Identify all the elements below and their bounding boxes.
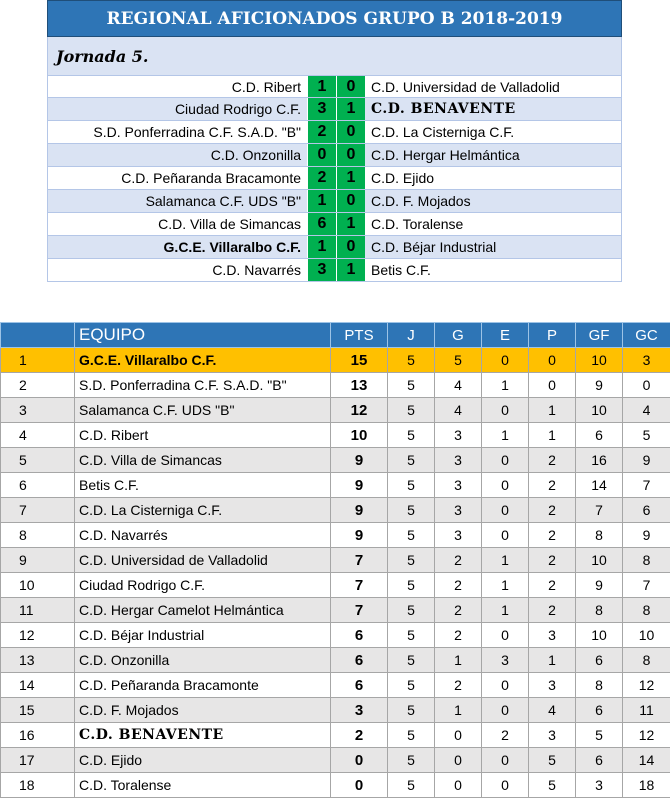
match-list (47, 75, 622, 282)
table-row (1, 448, 670, 473)
away-team: C.D. Universidad de Valladolid (371, 79, 560, 95)
drawn-cell: 1 (482, 598, 529, 623)
goals-for-cell: 6 (576, 748, 623, 773)
goals-for-cell: 10 (576, 348, 623, 373)
goals-for-cell: 5 (576, 723, 623, 748)
team-cell: C.D. La Cisterniga C.F. (75, 498, 331, 523)
goals-for-cell: 6 (576, 698, 623, 723)
lost-cell: 1 (529, 423, 576, 448)
position-cell: 15 (1, 698, 75, 723)
points-cell: 2 (331, 723, 388, 748)
played-cell: 5 (388, 773, 435, 798)
lost-cell: 3 (529, 623, 576, 648)
position-cell: 11 (1, 598, 75, 623)
points-cell: 12 (331, 398, 388, 423)
away-team: C.D. Toralense (371, 216, 464, 232)
home-team: C.D. Villa de Simancas (158, 216, 301, 232)
played-cell: 5 (388, 573, 435, 598)
goals-for-cell: 8 (576, 523, 623, 548)
away-score: 0 (336, 76, 365, 97)
table-row (1, 598, 670, 623)
drawn-cell: 0 (482, 348, 529, 373)
header-goals-against: GC (623, 323, 670, 348)
team-cell: C.D. Ejido (75, 748, 331, 773)
table-row (1, 648, 670, 673)
away-score: 1 (336, 213, 365, 235)
match-row (47, 259, 622, 282)
team-cell: C.D. F. Mojados (75, 698, 331, 723)
away-team: Betis C.F. (371, 262, 431, 278)
goals-for-cell: 6 (576, 423, 623, 448)
standings-table (0, 322, 670, 798)
lost-cell: 5 (529, 748, 576, 773)
goals-against-cell: 7 (623, 573, 670, 598)
position-cell: 12 (1, 623, 75, 648)
lost-cell: 0 (529, 348, 576, 373)
lost-cell: 1 (529, 398, 576, 423)
goals-against-cell: 11 (623, 698, 670, 723)
table-row (1, 523, 670, 548)
drawn-cell: 0 (482, 773, 529, 798)
drawn-cell: 2 (482, 723, 529, 748)
drawn-cell: 0 (482, 448, 529, 473)
home-team: Ciudad Rodrigo C.F. (48, 98, 307, 120)
drawn-cell: 1 (482, 373, 529, 398)
home-score: 1 (307, 190, 336, 212)
goals-against-cell: 3 (623, 348, 670, 373)
drawn-cell: 1 (482, 548, 529, 573)
header-won: G (435, 323, 482, 348)
table-row (1, 348, 670, 373)
team-cell: C.D. Ribert (75, 423, 331, 448)
won-cell: 2 (435, 573, 482, 598)
match-row (47, 213, 622, 236)
won-cell: 1 (435, 698, 482, 723)
table-row (1, 573, 670, 598)
won-cell: 0 (435, 748, 482, 773)
points-cell: 10 (331, 423, 388, 448)
played-cell: 5 (388, 373, 435, 398)
home-team: C.D. Ribert (231, 79, 301, 95)
away-score: 1 (336, 98, 365, 120)
drawn-cell: 0 (482, 698, 529, 723)
standings-body (1, 348, 670, 798)
goals-against-cell: 0 (623, 373, 670, 398)
header-goals-for: GF (576, 323, 623, 348)
header-drawn: E (482, 323, 529, 348)
position-cell: 17 (1, 748, 75, 773)
home-score: 2 (307, 167, 336, 189)
team-cell: G.C.E. Villaralbo C.F. (75, 348, 331, 373)
table-row (1, 398, 670, 423)
goals-against-cell: 4 (623, 398, 670, 423)
away-score: 0 (336, 190, 365, 212)
table-row (1, 723, 670, 748)
team-cell: Ciudad Rodrigo C.F. (75, 573, 331, 598)
goals-against-cell: 14 (623, 748, 670, 773)
table-row (1, 623, 670, 648)
table-row (1, 673, 670, 698)
points-cell: 9 (331, 473, 388, 498)
lost-cell: 3 (529, 723, 576, 748)
drawn-cell: 0 (482, 398, 529, 423)
goals-for-cell: 8 (576, 673, 623, 698)
home-team: G.C.E. Villaralbo C.F. (48, 236, 307, 258)
away-score: 0 (336, 144, 365, 166)
goals-against-cell: 9 (623, 523, 670, 548)
points-cell: 6 (331, 673, 388, 698)
goals-against-cell: 12 (623, 723, 670, 748)
table-row (1, 773, 670, 798)
goals-against-cell: 18 (623, 773, 670, 798)
goals-against-cell: 7 (623, 473, 670, 498)
played-cell: 5 (388, 723, 435, 748)
table-row (1, 548, 670, 573)
played-cell: 5 (388, 398, 435, 423)
played-cell: 5 (388, 548, 435, 573)
home-score: 1 (307, 236, 336, 258)
team-cell: Salamanca C.F. UDS "B" (75, 398, 331, 423)
won-cell: 3 (435, 473, 482, 498)
drawn-cell: 0 (482, 523, 529, 548)
won-cell: 2 (435, 623, 482, 648)
position-cell: 14 (1, 673, 75, 698)
drawn-cell: 1 (482, 423, 529, 448)
away-score: 0 (336, 236, 365, 258)
team-cell: Betis C.F. (75, 473, 331, 498)
played-cell: 5 (388, 598, 435, 623)
home-team: C.D. Navarrés (212, 262, 301, 278)
goals-for-cell: 16 (576, 448, 623, 473)
header-lost: P (529, 323, 576, 348)
drawn-cell: 1 (482, 573, 529, 598)
drawn-cell: 0 (482, 623, 529, 648)
played-cell: 5 (388, 423, 435, 448)
table-row (1, 498, 670, 523)
position-cell: 1 (1, 348, 75, 373)
goals-for-cell: 10 (576, 548, 623, 573)
position-cell: 8 (1, 523, 75, 548)
lost-cell: 2 (529, 548, 576, 573)
won-cell: 0 (435, 723, 482, 748)
match-row (47, 75, 622, 98)
won-cell: 0 (435, 773, 482, 798)
position-cell: 18 (1, 773, 75, 798)
position-cell: 7 (1, 498, 75, 523)
header-played: J (388, 323, 435, 348)
won-cell: 3 (435, 523, 482, 548)
match-row (47, 121, 622, 144)
won-cell: 3 (435, 423, 482, 448)
drawn-cell: 0 (482, 748, 529, 773)
goals-against-cell: 10 (623, 623, 670, 648)
away-team: C.D. BENAVENTE (365, 98, 621, 120)
goals-against-cell: 8 (623, 648, 670, 673)
lost-cell: 2 (529, 448, 576, 473)
team-cell: C.D. BENAVENTE (75, 723, 331, 748)
lost-cell: 2 (529, 573, 576, 598)
home-score: 1 (307, 76, 336, 97)
drawn-cell: 0 (482, 673, 529, 698)
played-cell: 5 (388, 698, 435, 723)
position-cell: 16 (1, 723, 75, 748)
team-cell: C.D. Navarrés (75, 523, 331, 548)
played-cell: 5 (388, 748, 435, 773)
team-cell: C.D. Universidad de Valladolid (75, 548, 331, 573)
team-cell: C.D. Béjar Industrial (75, 623, 331, 648)
header-pos (1, 323, 75, 348)
goals-against-cell: 8 (623, 598, 670, 623)
position-cell: 2 (1, 373, 75, 398)
position-cell: 5 (1, 448, 75, 473)
lost-cell: 3 (529, 673, 576, 698)
played-cell: 5 (388, 498, 435, 523)
home-score: 3 (307, 98, 336, 120)
team-cell: S.D. Ponferradina C.F. S.A.D. "B" (75, 373, 331, 398)
away-team: C.D. La Cisterniga C.F. (371, 124, 515, 140)
table-row (1, 698, 670, 723)
goals-for-cell: 8 (576, 598, 623, 623)
team-cell: C.D. Villa de Simancas (75, 448, 331, 473)
position-cell: 3 (1, 398, 75, 423)
away-team: C.D. Béjar Industrial (365, 236, 621, 258)
lost-cell: 2 (529, 473, 576, 498)
goals-against-cell: 8 (623, 548, 670, 573)
away-score: 0 (336, 121, 365, 143)
points-cell: 0 (331, 748, 388, 773)
lost-cell: 1 (529, 648, 576, 673)
match-row (47, 144, 622, 167)
home-team: S.D. Ponferradina C.F. S.A.D. "B" (93, 124, 301, 140)
played-cell: 5 (388, 523, 435, 548)
home-team: Salamanca C.F. UDS "B" (48, 190, 307, 212)
won-cell: 4 (435, 373, 482, 398)
table-row (1, 748, 670, 773)
match-row (47, 236, 622, 259)
position-cell: 6 (1, 473, 75, 498)
home-team: C.D. Onzonilla (48, 144, 307, 166)
drawn-cell: 0 (482, 498, 529, 523)
team-cell: C.D. Onzonilla (75, 648, 331, 673)
points-cell: 9 (331, 448, 388, 473)
standings-header-row (1, 323, 670, 348)
points-cell: 6 (331, 648, 388, 673)
won-cell: 2 (435, 673, 482, 698)
drawn-cell: 3 (482, 648, 529, 673)
won-cell: 2 (435, 598, 482, 623)
points-cell: 0 (331, 773, 388, 798)
played-cell: 5 (388, 448, 435, 473)
points-cell: 7 (331, 598, 388, 623)
goals-for-cell: 6 (576, 648, 623, 673)
goals-for-cell: 7 (576, 498, 623, 523)
lost-cell: 0 (529, 373, 576, 398)
goals-against-cell: 6 (623, 498, 670, 523)
team-cell: C.D. Hergar Camelot Helmántica (75, 598, 331, 623)
played-cell: 5 (388, 648, 435, 673)
team-cell: C.D. Toralense (75, 773, 331, 798)
goals-for-cell: 10 (576, 398, 623, 423)
won-cell: 4 (435, 398, 482, 423)
round-label: Jornada 5. (47, 37, 622, 75)
played-cell: 5 (388, 473, 435, 498)
goals-for-cell: 3 (576, 773, 623, 798)
lost-cell: 5 (529, 773, 576, 798)
points-cell: 13 (331, 373, 388, 398)
won-cell: 3 (435, 498, 482, 523)
played-cell: 5 (388, 623, 435, 648)
away-team: C.D. Hergar Helmántica (365, 144, 621, 166)
won-cell: 1 (435, 648, 482, 673)
position-cell: 9 (1, 548, 75, 573)
points-cell: 9 (331, 523, 388, 548)
points-cell: 3 (331, 698, 388, 723)
goals-against-cell: 12 (623, 673, 670, 698)
position-cell: 10 (1, 573, 75, 598)
match-row (47, 190, 622, 213)
goals-against-cell: 9 (623, 448, 670, 473)
home-score: 6 (307, 213, 336, 235)
goals-for-cell: 9 (576, 573, 623, 598)
table-row (1, 473, 670, 498)
lost-cell: 2 (529, 523, 576, 548)
points-cell: 15 (331, 348, 388, 373)
away-team: C.D. F. Mojados (365, 190, 621, 212)
goals-for-cell: 14 (576, 473, 623, 498)
won-cell: 5 (435, 348, 482, 373)
header-pts: PTS (331, 323, 388, 348)
lost-cell: 2 (529, 598, 576, 623)
points-cell: 7 (331, 573, 388, 598)
won-cell: 2 (435, 548, 482, 573)
goals-for-cell: 10 (576, 623, 623, 648)
table-row (1, 423, 670, 448)
away-team: C.D. Ejido (371, 170, 435, 186)
position-cell: 4 (1, 423, 75, 448)
table-row (1, 373, 670, 398)
header-team: EQUIPO (75, 323, 331, 348)
position-cell: 13 (1, 648, 75, 673)
played-cell: 5 (388, 673, 435, 698)
home-score: 2 (307, 121, 336, 143)
lost-cell: 4 (529, 698, 576, 723)
goals-against-cell: 5 (623, 423, 670, 448)
home-score: 0 (307, 144, 336, 166)
page-title: REGIONAL AFICIONADOS GRUPO B 2018-2019 (47, 0, 622, 37)
won-cell: 3 (435, 448, 482, 473)
points-cell: 9 (331, 498, 388, 523)
team-cell: C.D. Peñaranda Bracamonte (75, 673, 331, 698)
match-row (47, 167, 622, 190)
away-score: 1 (336, 259, 365, 281)
points-cell: 7 (331, 548, 388, 573)
drawn-cell: 0 (482, 473, 529, 498)
match-row (47, 98, 622, 121)
points-cell: 6 (331, 623, 388, 648)
results-panel (47, 0, 622, 282)
away-score: 1 (336, 167, 365, 189)
played-cell: 5 (388, 348, 435, 373)
home-score: 3 (307, 259, 336, 281)
lost-cell: 2 (529, 498, 576, 523)
home-team: C.D. Peñaranda Bracamonte (121, 170, 301, 186)
goals-for-cell: 9 (576, 373, 623, 398)
